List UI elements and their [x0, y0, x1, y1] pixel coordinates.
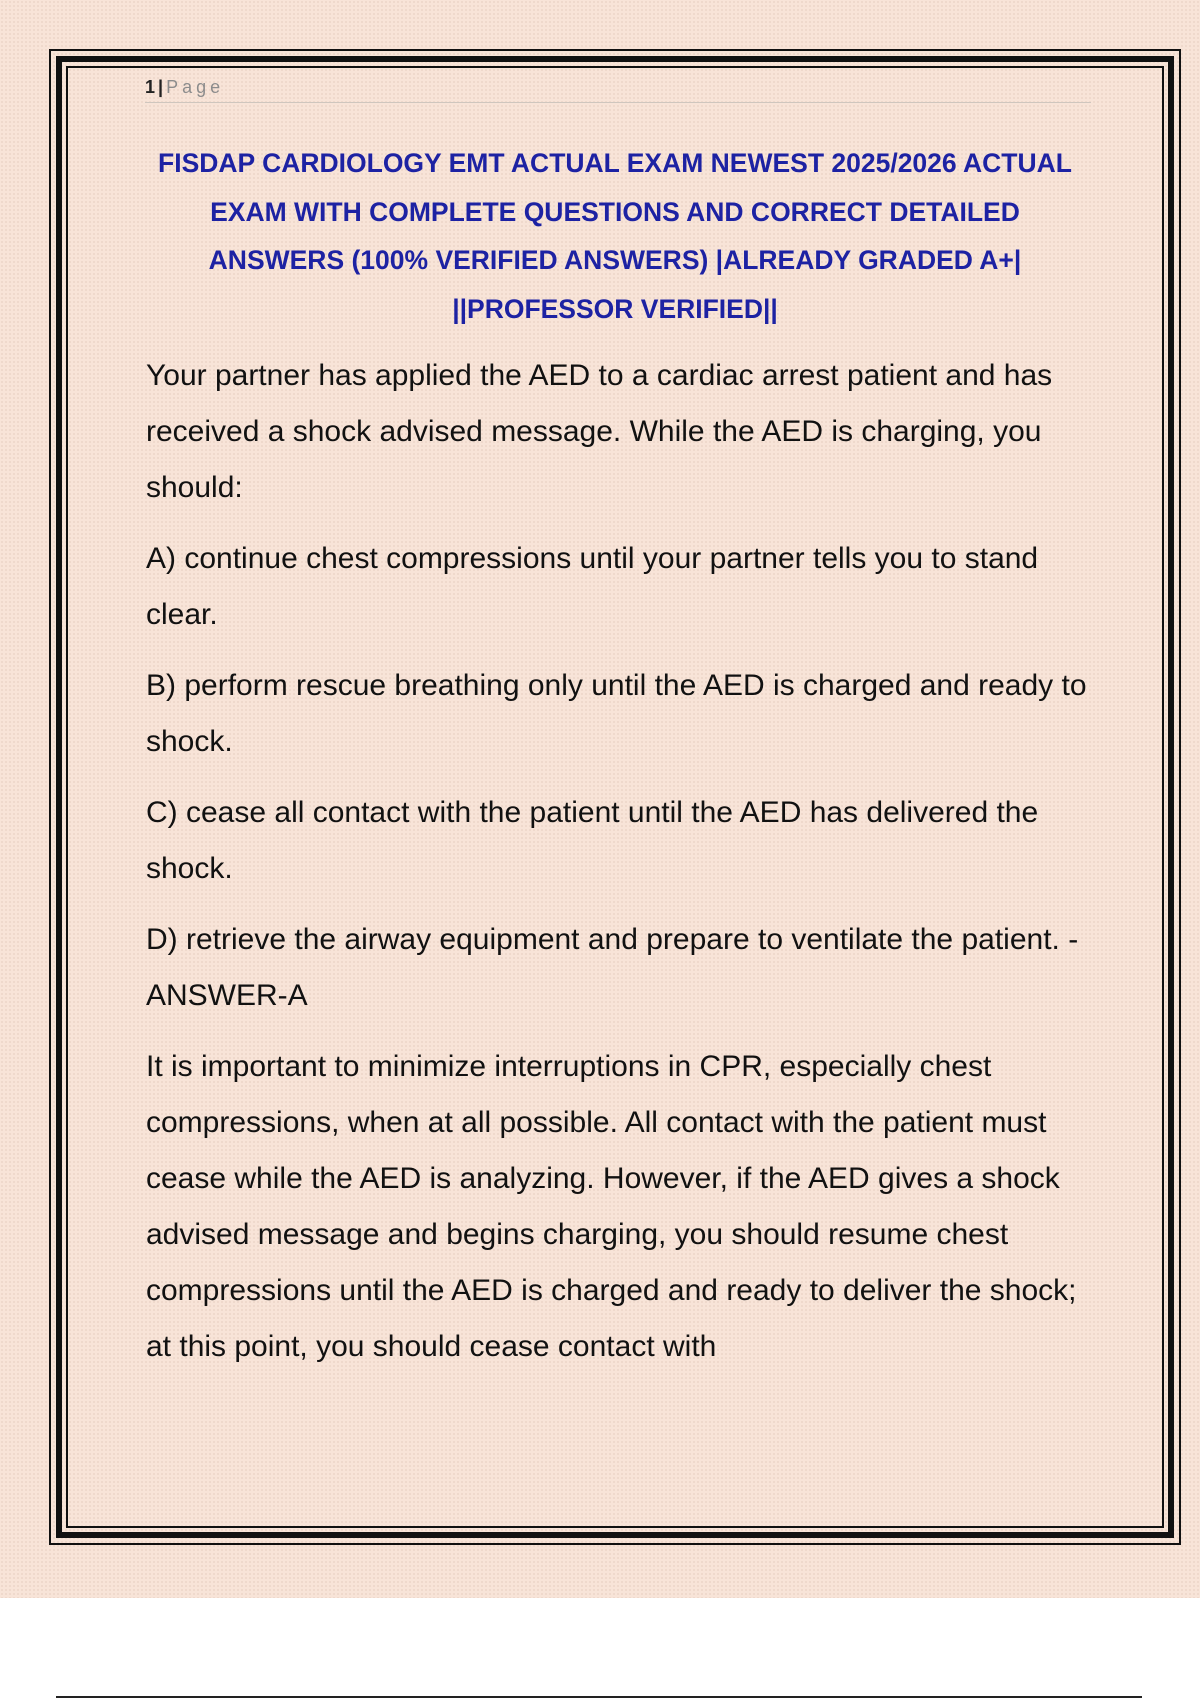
page-separator: | — [158, 77, 164, 97]
page-word: Page — [166, 77, 225, 97]
page-number: 1 — [145, 77, 156, 97]
page-header — [145, 74, 1091, 103]
answer-explanation: It is important to minimize interruptions in CPR, especially chest compressions, when at all possible. All contact with the patient must cease while the AED is analyzing. However, if the AED gives a shock advised message and begins charging, you should resume chest compressions until the AED is charged and ready to deliver the shock; at this point, you should cease contact with — [146, 1050, 1077, 1363]
question-block — [146, 348, 1096, 1390]
question-stem: Your partner has applied the AED to a cardiac arrest patient and has received a shock advised message. While the AED is charging, you should: — [146, 359, 1053, 504]
document-title: FISDAP CARDIOLOGY EMT ACTUAL EXAM NEWEST 2025/2026 ACTUAL EXAM WITH COMPLETE QUESTIONS AND CORRECT DETAILED ANSWERS (100% VERIFIED ANSWERS) |ALREADY GRADED A+| ||PROFESSOR VERIFIED|| — [158, 148, 1072, 324]
next-page-divider — [56, 1696, 1142, 1698]
option-d-with-answer: D) retrieve the airway equipment and prepare to ventilate the patient. - ANSWER-A — [146, 923, 1079, 1012]
option-b: B) perform rescue breathing only until the AED is charged and ready to shock. — [146, 669, 1087, 758]
option-a: A) continue chest compressions until your partner tells you to stand clear. — [146, 542, 1039, 631]
option-c: C) cease all contact with the patient until the AED has delivered the shock. — [146, 796, 1039, 885]
